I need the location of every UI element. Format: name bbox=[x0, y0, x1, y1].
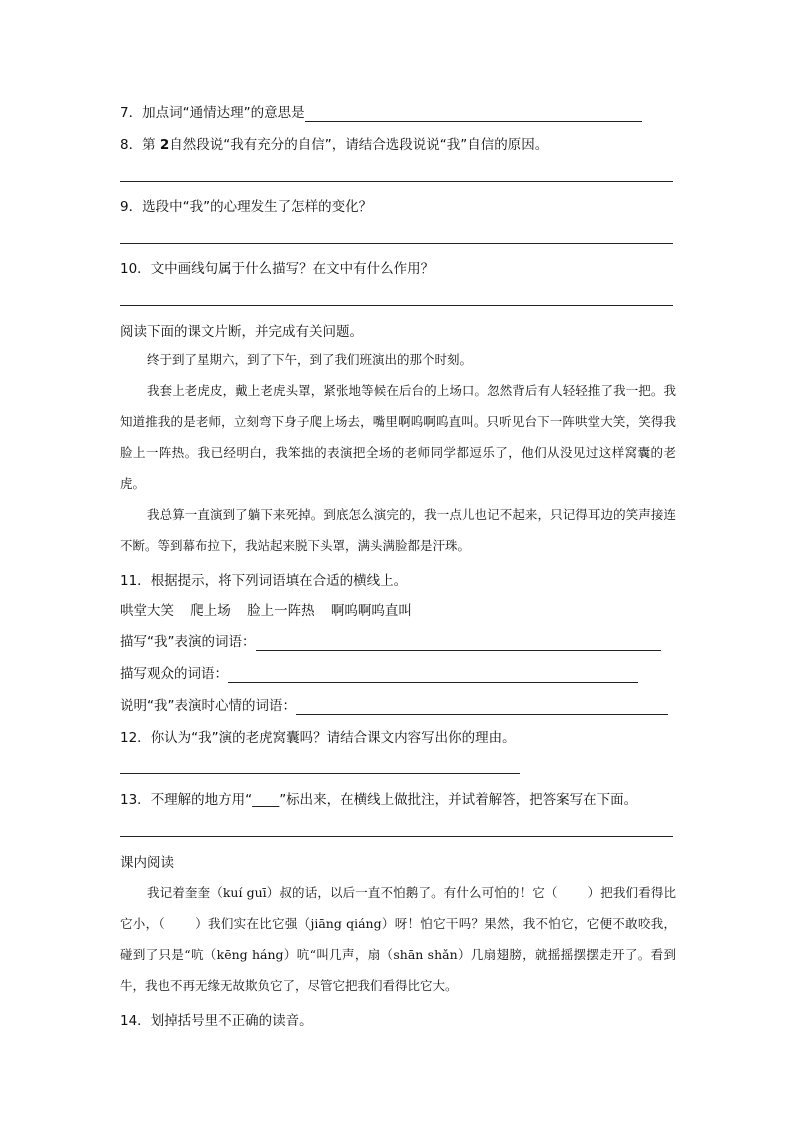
word-item: 哄堂大笑 bbox=[120, 603, 174, 619]
question-text: 文中画线句属于什么描写？在文中有什么作用？ bbox=[150, 261, 435, 277]
question-number: 14． bbox=[120, 1013, 151, 1029]
passage-paragraph: 我套上老虎皮，戴上老虎头罩，紧张地等候在后台的上场口。忽然背后有人轻轻推了我一把。我知道推我的是老师，立刻弯下身子爬上场去，嘴里啊呜啊呜直叫。只听见台下一阵哄堂大笑，笑得我脸上一阵热。我已经明白，我笨拙的表演把全场的老师同学都逗乐了，他们从没见过这样窝囊的老虎。 bbox=[120, 383, 676, 491]
blank-label: 描写观众的词语： bbox=[120, 666, 228, 682]
word-item: 啊呜啊呜直叫 bbox=[330, 603, 412, 619]
question-9 bbox=[120, 198, 372, 216]
question-number: 9． bbox=[120, 199, 143, 215]
section-title: 阅读下面的课文片断，并完成有关问题。 bbox=[120, 324, 363, 340]
answer-line-q12[interactable] bbox=[120, 773, 520, 774]
question-12 bbox=[120, 729, 516, 747]
blank-label: 描写“我”表演的词语： bbox=[120, 634, 256, 650]
question-number: 7． bbox=[120, 105, 143, 121]
question-number: 13． bbox=[120, 792, 151, 808]
question-text-pre: 不理解的地方用“ bbox=[150, 792, 253, 808]
reading-passage bbox=[120, 877, 676, 1001]
word-list bbox=[120, 602, 424, 620]
passage-paragraph: 终于到了星期六，到了下午，到了我们班演出的那个时刻。 bbox=[147, 352, 473, 367]
answer-line-q8[interactable] bbox=[120, 181, 673, 182]
question-14 bbox=[120, 1012, 313, 1030]
question-13 bbox=[120, 791, 637, 809]
question-text: ”标出来，在横线上做批注，并试着解答，把答案写在下面。 bbox=[279, 792, 638, 808]
word-item: 脸上一阵热 bbox=[247, 603, 315, 619]
word-item: 爬上场 bbox=[190, 603, 231, 619]
question-text: 划掉括号里不正确的读音。 bbox=[150, 1013, 313, 1029]
question-number: 12． bbox=[120, 730, 151, 746]
blank-label: 说明“我”表演时心情的词语： bbox=[120, 698, 296, 714]
question-text: 根据提示，将下列词语填在合适的横线上。 bbox=[150, 573, 408, 589]
question-11 bbox=[120, 572, 407, 590]
question-number: 10． bbox=[120, 261, 151, 277]
question-10 bbox=[120, 260, 434, 278]
fill-blank-row bbox=[120, 665, 638, 683]
passage-paragraph: 我总算一直演到了躺下来死掉。到底怎么演完的，我一点儿也记不起来，只记得耳边的笑声接连不断。等到幕布拉下，我站起来脱下头罩，满头满脸都是汗珠。 bbox=[120, 507, 676, 553]
question-text: 选段中“我”的心理发生了怎样的变化？ bbox=[142, 199, 373, 215]
question-text: 加点词“通情达理”的意思是 bbox=[142, 105, 305, 121]
question-7 bbox=[120, 104, 642, 122]
answer-blank[interactable] bbox=[296, 700, 668, 715]
answer-line-q9[interactable] bbox=[120, 243, 673, 244]
reading-passage bbox=[120, 344, 676, 561]
question-text-pre: 第 bbox=[142, 137, 160, 153]
underline-mark: ____ bbox=[252, 792, 280, 808]
question-8 bbox=[120, 136, 548, 154]
passage-paragraph: 我记着奎奎（kuí guī）叔的话，以后一直不怕鹅了。有什么可怕的！它（ ）把我们看得比它小，（ ）我们实在比它强（jiāng qiáng）呀！怕它干吗？果然，我不怕它，它便不敢咬我，碰到了只是“吭（kēng háng）吭“叫几声，扇（shān shǎn）几扇翅膀，就摇摇摆摆走开了。看到牛，我也不再无缘无故欺负它了，尽管它把我们看得比它大。 bbox=[120, 885, 676, 993]
question-text: 你认为“我”演的老虎窝囊吗？请结合课文内容写出你的理由。 bbox=[150, 730, 516, 746]
question-number: 11． bbox=[120, 573, 151, 589]
answer-blank[interactable] bbox=[228, 668, 638, 683]
answer-line-q13[interactable] bbox=[120, 836, 673, 837]
question-text: 自然段说“我有充分的自信”，请结合选段说说“我”自信的原因。 bbox=[169, 137, 549, 153]
section-title: 课内阅读 bbox=[120, 855, 174, 871]
fill-blank-row bbox=[120, 633, 661, 651]
question-number: 8． bbox=[120, 137, 143, 153]
paragraph-number: 2 bbox=[159, 137, 170, 153]
fill-blank-row bbox=[120, 697, 668, 715]
answer-blank[interactable] bbox=[256, 636, 661, 651]
answer-blank[interactable] bbox=[305, 107, 642, 122]
answer-line-q10[interactable] bbox=[120, 305, 673, 306]
